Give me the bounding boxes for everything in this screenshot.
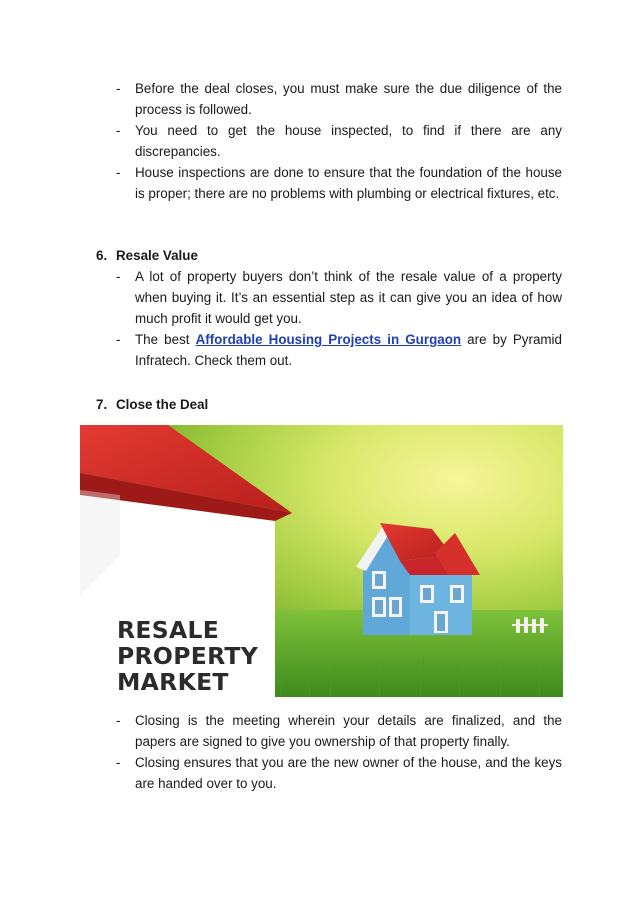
bullet-dash: - xyxy=(116,332,121,347)
list-item-text: Closing ensures that you are the new owner of the house, and the keys are handed over to you. xyxy=(135,755,562,791)
list-item-text: The best xyxy=(135,332,196,347)
resale-value-list xyxy=(80,266,562,371)
bullet-dash: - xyxy=(116,81,121,96)
image-caption-line: PROPERTY xyxy=(117,642,259,670)
list-item-text: are by Pyramid Infratech. Check them out. xyxy=(135,332,562,368)
list-item xyxy=(80,266,562,329)
list-item xyxy=(80,162,562,204)
list-item xyxy=(80,78,562,120)
section-heading-resale-value xyxy=(96,245,198,266)
affordable-housing-link[interactable]: Affordable Housing Projects in Gurgaon xyxy=(195,332,462,347)
bullet-dash: - xyxy=(116,165,121,180)
list-item-text: A lot of property buyers don’t think of the resale value of a property when buying it. It’s an essential step as it can give you an idea of how much profit it would get you. xyxy=(135,269,562,326)
section-heading-close-the-deal xyxy=(96,394,208,415)
image-caption-line: MARKET xyxy=(117,668,229,696)
close-the-deal-list xyxy=(80,710,562,794)
list-item-text: House inspections are done to ensure that the foundation of the house is proper; there are no problems with plumbing or electrical fixtures, etc. xyxy=(135,165,562,201)
list-item xyxy=(80,710,562,752)
section-title: Resale Value xyxy=(116,248,198,263)
list-item-text: Closing is the meeting wherein your details are finalized, and the papers are signed to give you ownership of that property finally. xyxy=(135,713,562,749)
bullet-dash: - xyxy=(116,713,121,728)
bullet-dash: - xyxy=(116,269,121,284)
bullet-dash: - xyxy=(116,123,121,138)
image-caption-line: RESALE xyxy=(117,616,220,644)
due-diligence-list xyxy=(80,78,562,204)
list-item xyxy=(80,752,562,794)
list-item-text: You need to get the house inspected, to find if there are any discrepancies. xyxy=(135,123,562,159)
section-number: 7. xyxy=(96,397,108,412)
bullet-dash: - xyxy=(116,755,121,770)
resale-property-market-image xyxy=(80,425,563,697)
list-item xyxy=(80,120,562,162)
section-number: 6. xyxy=(96,248,108,263)
list-item-text: Before the deal closes, you must make sure the due diligence of the process is followed. xyxy=(135,81,562,117)
section-title: Close the Deal xyxy=(116,397,209,412)
list-item xyxy=(80,329,562,371)
